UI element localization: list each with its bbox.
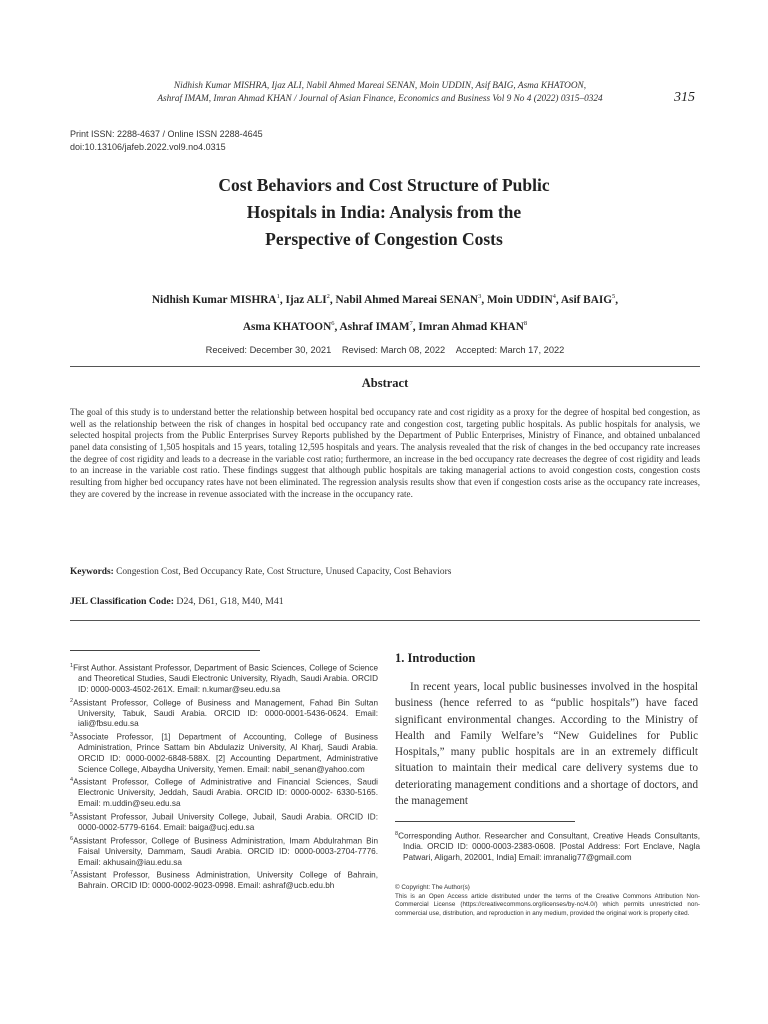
footnote-number: 1 [70,663,74,669]
author-name: Imran Ahmad KHAN [418,320,524,333]
footnote-item [70,834,378,869]
author-name: Asma KHATOON [242,320,332,333]
accepted-date: Accepted: March 17, 2022 [455,345,565,355]
author-separator: , [481,293,488,306]
jel-codes [70,596,700,607]
abstract-bottom-divider [70,620,700,621]
keywords-label: Keywords: [70,567,114,577]
footnote-number: 6 [70,835,74,842]
introduction-heading: 1. Introduction [395,651,476,665]
footnote-text: Assistant Professor, Jubail University College, Jubail, Saudi Arabia. ORCID ID: 0000-0002-5779-6164. Email: baiga@ucj.edu.sa [73,812,378,832]
footnote-divider-left [70,650,260,651]
running-head-line-2: Ashraf IMAM, Imran Ahmad KHAN / Journal of Asian Finance, Economics and Business Vol 9 No 4 (2022) 0315–0324 [157,94,603,104]
license-text: This is an Open Access article distributed under the terms of the Creative Commons Attribution Non-Commercial License (https://creativecommons.org/licenses/by-nc/4.0/) which permits unrestricted non-commercial use, distribution, and reproduction in any medium, provided the original work is properly cited. [395,892,700,917]
author-affiliation-mark: 6 [331,319,335,327]
footnote-number: 7 [70,870,74,877]
footnote-item [70,775,378,810]
author-name: Nabil Ahmed Mareai SENAN [335,293,479,306]
abstract-heading: Abstract [361,376,409,390]
footnote-text: Assistant Professor, Business Administration, University College of Bahrain, Bahrain. ORCID ID: 0000-0002-9023-0998. Email: ashraf@ucb.edu.bh [73,870,378,891]
running-head [100,80,660,106]
footnote-item [70,661,378,696]
author-affiliation-mark: 3 [478,293,482,300]
footnote-number: 5 [70,811,74,818]
author-name: Nidhish Kumar MISHRA [151,293,277,306]
footnote-item [70,810,378,834]
footnote-item [395,829,700,864]
footnote-number: 3 [70,732,74,739]
abstract-top-divider [70,366,700,367]
introduction-text: In recent years, local public businesses involved in the hospital business (hence referred to as “public hospitals”) have faced significant environmental changes. According to the Ministry of Health and Family Welfare’s “New Guidelines for Public Hospitals,” many public hospitals are in an extremely difficult situation to maintain their medical care delivery systems due to deteriorating management conditions and a shortage of doctors, and the management [395,681,698,808]
author-affiliation-mark: 1 [276,293,280,300]
author-affiliation-mark: 8 [523,319,528,327]
title-line-3: Perspective of Congestion Costs [265,229,503,249]
issn-block [70,128,263,154]
title-line-1: Cost Behaviors and Cost Structure of Public [218,175,550,195]
footnote-divider-right [395,821,575,822]
footnote-item [70,868,378,892]
jel-text: D24, D61, G18, M40, M41 [176,596,284,607]
doi-text: doi:10.13106/jafeb.2022.vol9.no4.0315 [70,142,226,152]
author-name: Moin UDDIN [487,293,553,306]
received-date: Received: December 30, 2021 [205,345,332,355]
author-name: Ashraf IMAM [339,320,410,333]
issn-text: Print ISSN: 2288-4637 / Online ISSN 2288-4645 [70,129,263,139]
author-separator: , [412,320,419,333]
author-name: Asif BAIG [560,293,613,306]
author-affiliation-mark: 5 [612,293,616,300]
footnote-number: 8 [395,831,399,837]
footnote-text: Corresponding Author. Researcher and Consultant, Creative Heads Consultants, India. ORCID ID: 0000-0003-2383-0608. [Postal Address: Fort Enclave, Nagla Patwari, Aligarh, 202001, India] Email: imranalig77@gmail.com [398,831,700,862]
footnote-text: Assistant Professor, College of Administrative and Financial Sciences, Saudi Electronic University, Jeddah, Saudi Arabia. ORCID ID: 0000-0002- 6330-5165. Email: m.uddin@seu.edu.sa [73,777,378,809]
footnote-text: First Author. Assistant Professor, Department of Basic Sciences, College of Science and Theoretical Studies, Saudi Electronic University, Riyadh, Saudi Arabia. ORCID ID: 0000-0003-4502-261X. Email: n.kumar@seu.edu.sa [73,663,378,694]
footnote-text: Assistant Professor, College of Business and Management, Fahad Bin Sultan University, Tabuk, Saudi Arabia. ORCID ID: 0000-0001-5436-0624. Email: iali@fbsu.edu.sa [73,698,378,729]
author-list [80,285,690,339]
title-line-2: Hospitals in India: Analysis from the [246,202,522,222]
author-separator: , [334,320,340,333]
author-affiliation-mark: 2 [326,293,330,300]
paper-title [100,172,668,253]
author-separator: , [279,293,286,306]
author-separator: , [329,293,336,306]
copyright-line: © Copyright: The Author(s) [395,884,470,891]
author-separator: , [615,293,619,306]
revised-date: Revised: March 08, 2022 [341,345,446,355]
jel-label: JEL Classification Code: [70,596,174,607]
corresponding-author-footnote [395,829,700,864]
author-line-2 [80,312,690,339]
copyright-notice [395,884,700,918]
footnote-number: 2 [70,697,74,704]
running-head-line-1: Nidhish Kumar MISHRA, Ijaz ALI, Nabil Ahmed Mareai SENAN, Moin UDDIN, Asif BAIG, Asma KHATOON, [173,81,587,91]
page-number: 315 [674,90,695,105]
author-name: Ijaz ALI [285,293,327,306]
abstract-text: The goal of this study is to understand better the relationship between hospital bed occupancy rate and cost rigidity as a proxy for the degree of hospital bed congestion, as well as the relationship between the risk of changes in hospital bed occupancy rate and congestion cost, targeting public hospitals. As public hospitals for analysis, we selected hospital projects from the Public Enterprises Survey Reports published by the Department of Public Enterprises, Ministry of Finance, and obtained unbalanced panel data consisting of 1,505 hospitals and 15 years, totaling 12,595 hospitals and years. The analysis revealed that the risk of changes in the bed occupancy rate increases the degree of cost rigidity and leads to a decrease in the variable cost ratio; furthermore, an increase in the bed occupancy rate decreases the degree of cost rigidity and leads to an increase in the variable cost ratio. These findings suggest that although public hospitals are taking managerial actions to avoid congestion costs, congestion costs resulting from higher bed occupancy rates have not been eliminated. The regression analysis results show that even if congestion costs arise as the occupancy rate increases, they are covered by the increase in revenue associated with the increase in the occupancy rate. [70,407,700,499]
keywords [70,567,700,577]
footnote-text: Assistant Professor, College of Business Administration, Imam Abdulrahman Bin Faisal University, Dammam, Saudi Arabia. ORCID ID: 0000-0003-2704-7776. Email: akhusain@iau.edu.sa [73,836,378,867]
footnote-number: 4 [70,777,74,784]
author-affiliation-mark: 4 [552,293,556,300]
article-dates [70,345,700,355]
author-separator: , [555,293,561,306]
author-footnotes [70,661,378,892]
footnote-item [70,730,378,775]
keywords-text: Congestion Cost, Bed Occupancy Rate, Cost Structure, Unused Capacity, Cost Behaviors [116,567,452,577]
footnote-text: Associate Professor, [1] Department of Accounting, College of Business Administration, Prince Sattam bin Abdulaziz University, Al Kharj, Saudi Arabia. ORCID ID: 0000-0002-6848-588X. [2] Accounting Department, Administrative Science College, Albaydha University, Yemen. Email: nabil_senan@yahoo.com [73,732,378,774]
author-affiliation-mark: 7 [409,319,413,327]
footnote-item [70,696,378,731]
author-line-1 [80,285,690,312]
